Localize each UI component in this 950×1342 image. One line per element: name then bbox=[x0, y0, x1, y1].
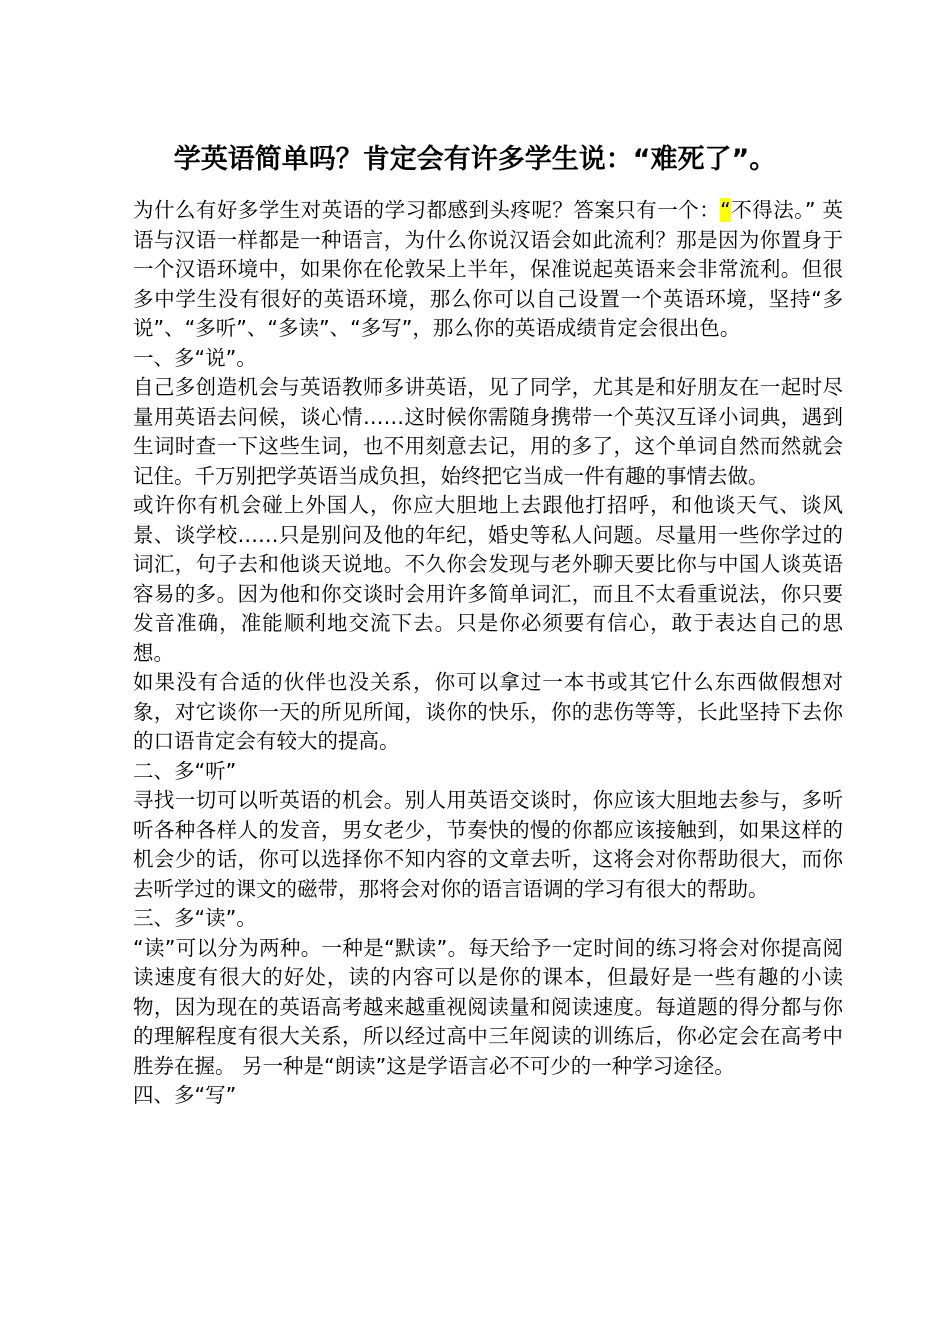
section-speak-paragraph-3: 如果没有合适的伙伴也没关系，你可以拿过一本书或其它什么东西做假想对象，对它谈你一天的所见所闻，谈你的快乐，你的悲伤等等，长此坚持下去你的口语肯定会有较大的提高。 bbox=[133, 670, 843, 753]
section-heading-listen: 二、多“听” bbox=[133, 758, 237, 783]
intro-text-rest: 不得法。” 英语与汉语一样都是一种语言，为什么你说汉语会如此流利？那是因为你置身于一个汉语环境中，如果你在伦敦呆上半年，保准说起英语来会非常流利。但很多中学生没有很好的英语环境，那么你可以自己设置一个英语环境，坚持“多说”、“多听”、“多读”、“多写”，那么你的英语成绩肯定会很出色。 bbox=[133, 198, 844, 340]
highlighted-quote-mark: “ bbox=[720, 198, 731, 222]
section-read-paragraph-1: “读”可以分为两种。一种是“默读”。每天给予一定时间的练习将会对你提高阅读速度有很大的好处，读的内容可以是你的课本，但最好是一些有趣的小读物，因为现在的英语高考越来越重视阅读量和阅读速度。每道题的得分都与你的理解程度有很大关系，所以经过高中三年阅读的训练后，你必定会在高考中胜券在握。 另一种是“朗读”这是学语言必不可少的一种学习途径。 bbox=[133, 935, 843, 1078]
document-title: 学英语简单吗？肯定会有许多学生说：“难死了”。 bbox=[173, 144, 777, 175]
section-heading-speak: 一、多“说”。 bbox=[133, 345, 257, 370]
section-speak-paragraph-2: 或许你有机会碰上外国人，你应大胆地上去跟他打招呼，和他谈天气、谈风景、谈学校……只是别问及他的年纪，婚史等私人问题。尽量用一些你学过的词汇，句子去和他谈天说地。不久你会发现与老外聊天要比你与中国人谈英语容易的多。因为他和你交谈时会用许多简单词汇，而且不太看重说法，你只要发音准确，准能顺利地交流下去。只是你必须要有信心，敢于表达自己的思想。 bbox=[133, 493, 843, 665]
section-speak-paragraph-1: 自己多创造机会与英语教师多讲英语，见了同学，尤其是和好朋友在一起时尽量用英语去问候，谈心情……这时候你需随身携带一个英汉互译小词典，遇到生词时查一下这些生词，也不用刻意去记，用的多了，这个单词自然而然就会记住。千万别把学英语当成负担，始终把它当成一件有趣的事情去做。 bbox=[133, 375, 843, 488]
document-body bbox=[133, 196, 843, 1111]
intro-text-start: 为什么有好多学生对英语的学习都感到头疼呢？答案只有一个： bbox=[133, 198, 721, 222]
section-heading-write: 四、多“写” bbox=[133, 1083, 237, 1107]
intro-paragraph bbox=[133, 196, 843, 344]
section-listen-paragraph-1: 寻找一切可以听英语的机会。别人用英语交谈时，你应该大胆地去参与，多听听各种各样人的发音，男女老少，节奏快的慢的你都应该接触到，如果这样的机会少的话，你可以选择你不知内容的文章去听，这将会对你帮助很大，而你去听学过的课文的磁带，那将会对你的语言语调的学习有很大的帮助。 bbox=[133, 788, 843, 901]
section-heading-read: 三、多“读”。 bbox=[133, 906, 257, 930]
